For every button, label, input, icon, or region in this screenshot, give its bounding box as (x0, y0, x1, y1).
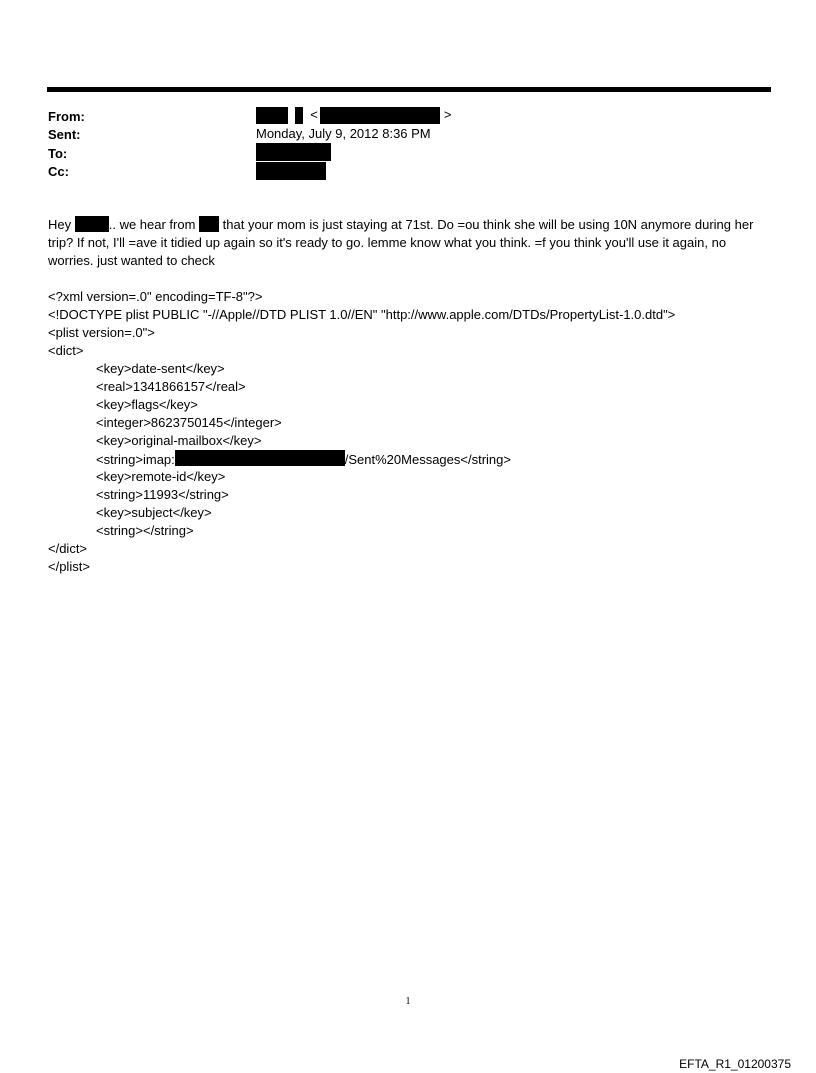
plist-line: <key>remote-id</key> (96, 469, 226, 484)
message-body (48, 216, 773, 270)
redaction-box (295, 107, 303, 124)
imap-prefix: <string>imap: (96, 452, 175, 467)
redaction-box (256, 143, 331, 161)
plist-line: <real>1341866157</real> (96, 379, 246, 394)
redaction-box (256, 107, 288, 124)
plist-line: <key>date-sent</key> (96, 361, 225, 376)
from-value (256, 107, 451, 124)
from-lt: < (310, 107, 318, 122)
doctype-line: <!DOCTYPE plist PUBLIC "-//Apple//DTD PLIST 1.0//EN" "http://www.apple.com/DTDs/PropertyList-1.0.dtd"> (48, 307, 676, 322)
plist-line: <key>flags</key> (96, 397, 198, 412)
header-rule (47, 87, 771, 92)
redaction-box (320, 107, 440, 124)
document-id: EFTA_R1_01200375 (679, 1057, 791, 1071)
sent-label: Sent: (48, 127, 81, 142)
plist-line: <key>original-mailbox</key> (96, 433, 262, 448)
redaction-box (75, 216, 109, 232)
imap-suffix: /Sent%20Messages</string> (344, 452, 511, 467)
page-number: 1 (405, 996, 411, 1007)
plist-line: <key>subject</key> (96, 505, 212, 520)
dict-open: <dict> (48, 343, 84, 358)
body-text-part: .. we hear from (108, 217, 200, 232)
sent-value: Monday, July 9, 2012 8:36 PM (256, 126, 431, 141)
plist-line (96, 450, 511, 469)
from-gt: > (443, 107, 452, 122)
body-text-part: that your mom is just staying at 71st. Do =ou think she will be using 10N anymore during her trip? If not, I'll =ave it tidied up again so it's ready to go. lemme know what you think. =f you think you'll use it again, no worries. just wanted to check (48, 217, 754, 268)
to-label: To: (48, 146, 68, 161)
to-value (256, 143, 331, 161)
plist-line: <string>11993</string> (96, 487, 229, 502)
plist-line: <string></string> (96, 523, 194, 538)
cc-value (256, 162, 326, 180)
redaction-box (256, 162, 326, 180)
dict-close: </dict> (48, 541, 88, 556)
plist-line: <integer>8623750145</integer> (96, 415, 282, 430)
xml-declaration: <?xml version=.0" encoding=TF-8"?> (48, 289, 263, 304)
from-label: From: (48, 109, 85, 124)
cc-label: Cc: (48, 164, 69, 179)
plist-open: <plist version=.0"> (48, 325, 155, 340)
body-text-part: Hey (48, 217, 75, 232)
redaction-box (175, 450, 345, 466)
plist-close: </plist> (48, 559, 90, 574)
redaction-box (199, 216, 219, 232)
